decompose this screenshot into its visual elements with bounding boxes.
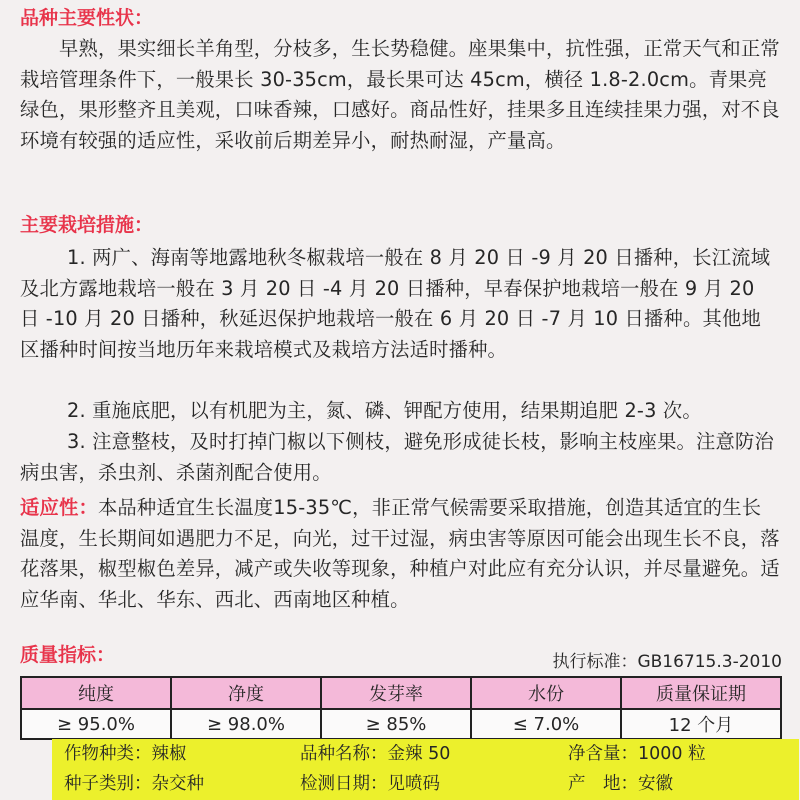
- cultivation-item-3: 3. 注意整枝，及时打掉门椒以下侧枝，避免形成徒长枝，影响主枝座果。注意防治病虫害，杀虫剂、杀菌剂配合使用。: [20, 430, 774, 484]
- guarantee-period-header: 质量保证期: [621, 677, 781, 709]
- net-content-value: 1000 粒: [638, 744, 706, 764]
- germination-header: 发芽率: [321, 677, 471, 709]
- adaptability-heading: 适应性：: [20, 496, 98, 519]
- net-content-field: [568, 742, 706, 766]
- adaptability-text: 本品种适宜生长温度15-35℃，非正常气候需要采取措施，创造其适宜的生长温度，生长期间如遇肥力不足，向光，过干过湿，病虫害等原因可能会出现生长不良，落花落果，椒型椒色差异，减产或失收等现象，种植户对此应有充分认识，并尽量避免。适应华南、华北、华东、西北、西南地区种植。: [20, 496, 780, 611]
- seed-type-field: [64, 772, 204, 796]
- variety-name-field: [300, 742, 450, 766]
- origin-label: 产 地：: [568, 774, 638, 794]
- execution-standard: 执行标准：GB16715.3-2010: [552, 652, 782, 672]
- cultivation-item-2: 2. 重施底肥，以有机肥为主，氮、磷、钾配方使用，结果期追肥 2-3 次。: [67, 399, 702, 422]
- variety-name-value: 金辣 50: [387, 744, 451, 764]
- test-date-field: [300, 772, 440, 796]
- variety-name-label: 品种名称：: [300, 744, 388, 764]
- net-content-label: 净含量：: [568, 744, 638, 764]
- crop-type-label: 作物种类：: [64, 744, 152, 764]
- test-date-value: 见喷码: [387, 774, 440, 794]
- test-date-label: 检测日期：: [300, 774, 388, 794]
- germination-value: ≥ 85%: [321, 709, 471, 739]
- origin-field: [568, 772, 673, 796]
- cleanliness-header: 净度: [171, 677, 321, 709]
- crop-type-value: 辣椒: [151, 744, 187, 764]
- origin-value: 安徽: [638, 774, 673, 794]
- variety-description: 早熟，果实细长羊角型，分枝多，生长势稳健。座果集中，抗性强，正常天气和正常栽培管理条件下，一般果长 30-35cm，最长果可达 45cm，横径 1.8-2.0cm。青果亮绿色，果形整齐且美观，口味香辣，口感好。商品性好，挂果多且连续挂果力强，对不良环境有较强的适应性，采收前后期差异小，耐热耐湿，产量高。: [20, 37, 780, 152]
- cultivation-item-1: 1. 两广、海南等地露地秋冬椒栽培一般在 8 月 20 日 -9 月 20 日播种，长江流域及北方露地栽培一般在 3 月 20 日 -4 月 20 日播种，早春保护地栽培一般在 9 月 20 日 -10 月 20 日播种，秋延迟保护地栽培一般在 6 月 20 日 -7 月 10 日播种。其他地区播种时间按当地历年来栽培模式及栽培方法适时播种。: [20, 246, 771, 361]
- seed-type-label: 种子类别：: [64, 774, 152, 794]
- moisture-value: ≤ 7.0%: [471, 709, 621, 739]
- purity-value: ≥ 95.0%: [21, 709, 171, 739]
- variety-heading: 品种主要性状：: [20, 7, 154, 29]
- purity-header: 纯度: [21, 677, 171, 709]
- guarantee-period-value: 12 个月: [621, 709, 781, 739]
- seed-type-value: 杂交种: [151, 774, 204, 794]
- adaptability-paragraph: [20, 493, 780, 615]
- quality-value-row: [21, 709, 781, 739]
- quality-header-row: [21, 677, 781, 709]
- product-info-box: [52, 739, 799, 800]
- quality-table: [20, 676, 782, 740]
- quality-heading: 质量指标：: [20, 644, 116, 666]
- cultivation-heading: 主要栽培措施：: [20, 214, 154, 236]
- cleanliness-value: ≥ 98.0%: [171, 709, 321, 739]
- moisture-header: 水份: [471, 677, 621, 709]
- crop-type-field: [64, 742, 187, 766]
